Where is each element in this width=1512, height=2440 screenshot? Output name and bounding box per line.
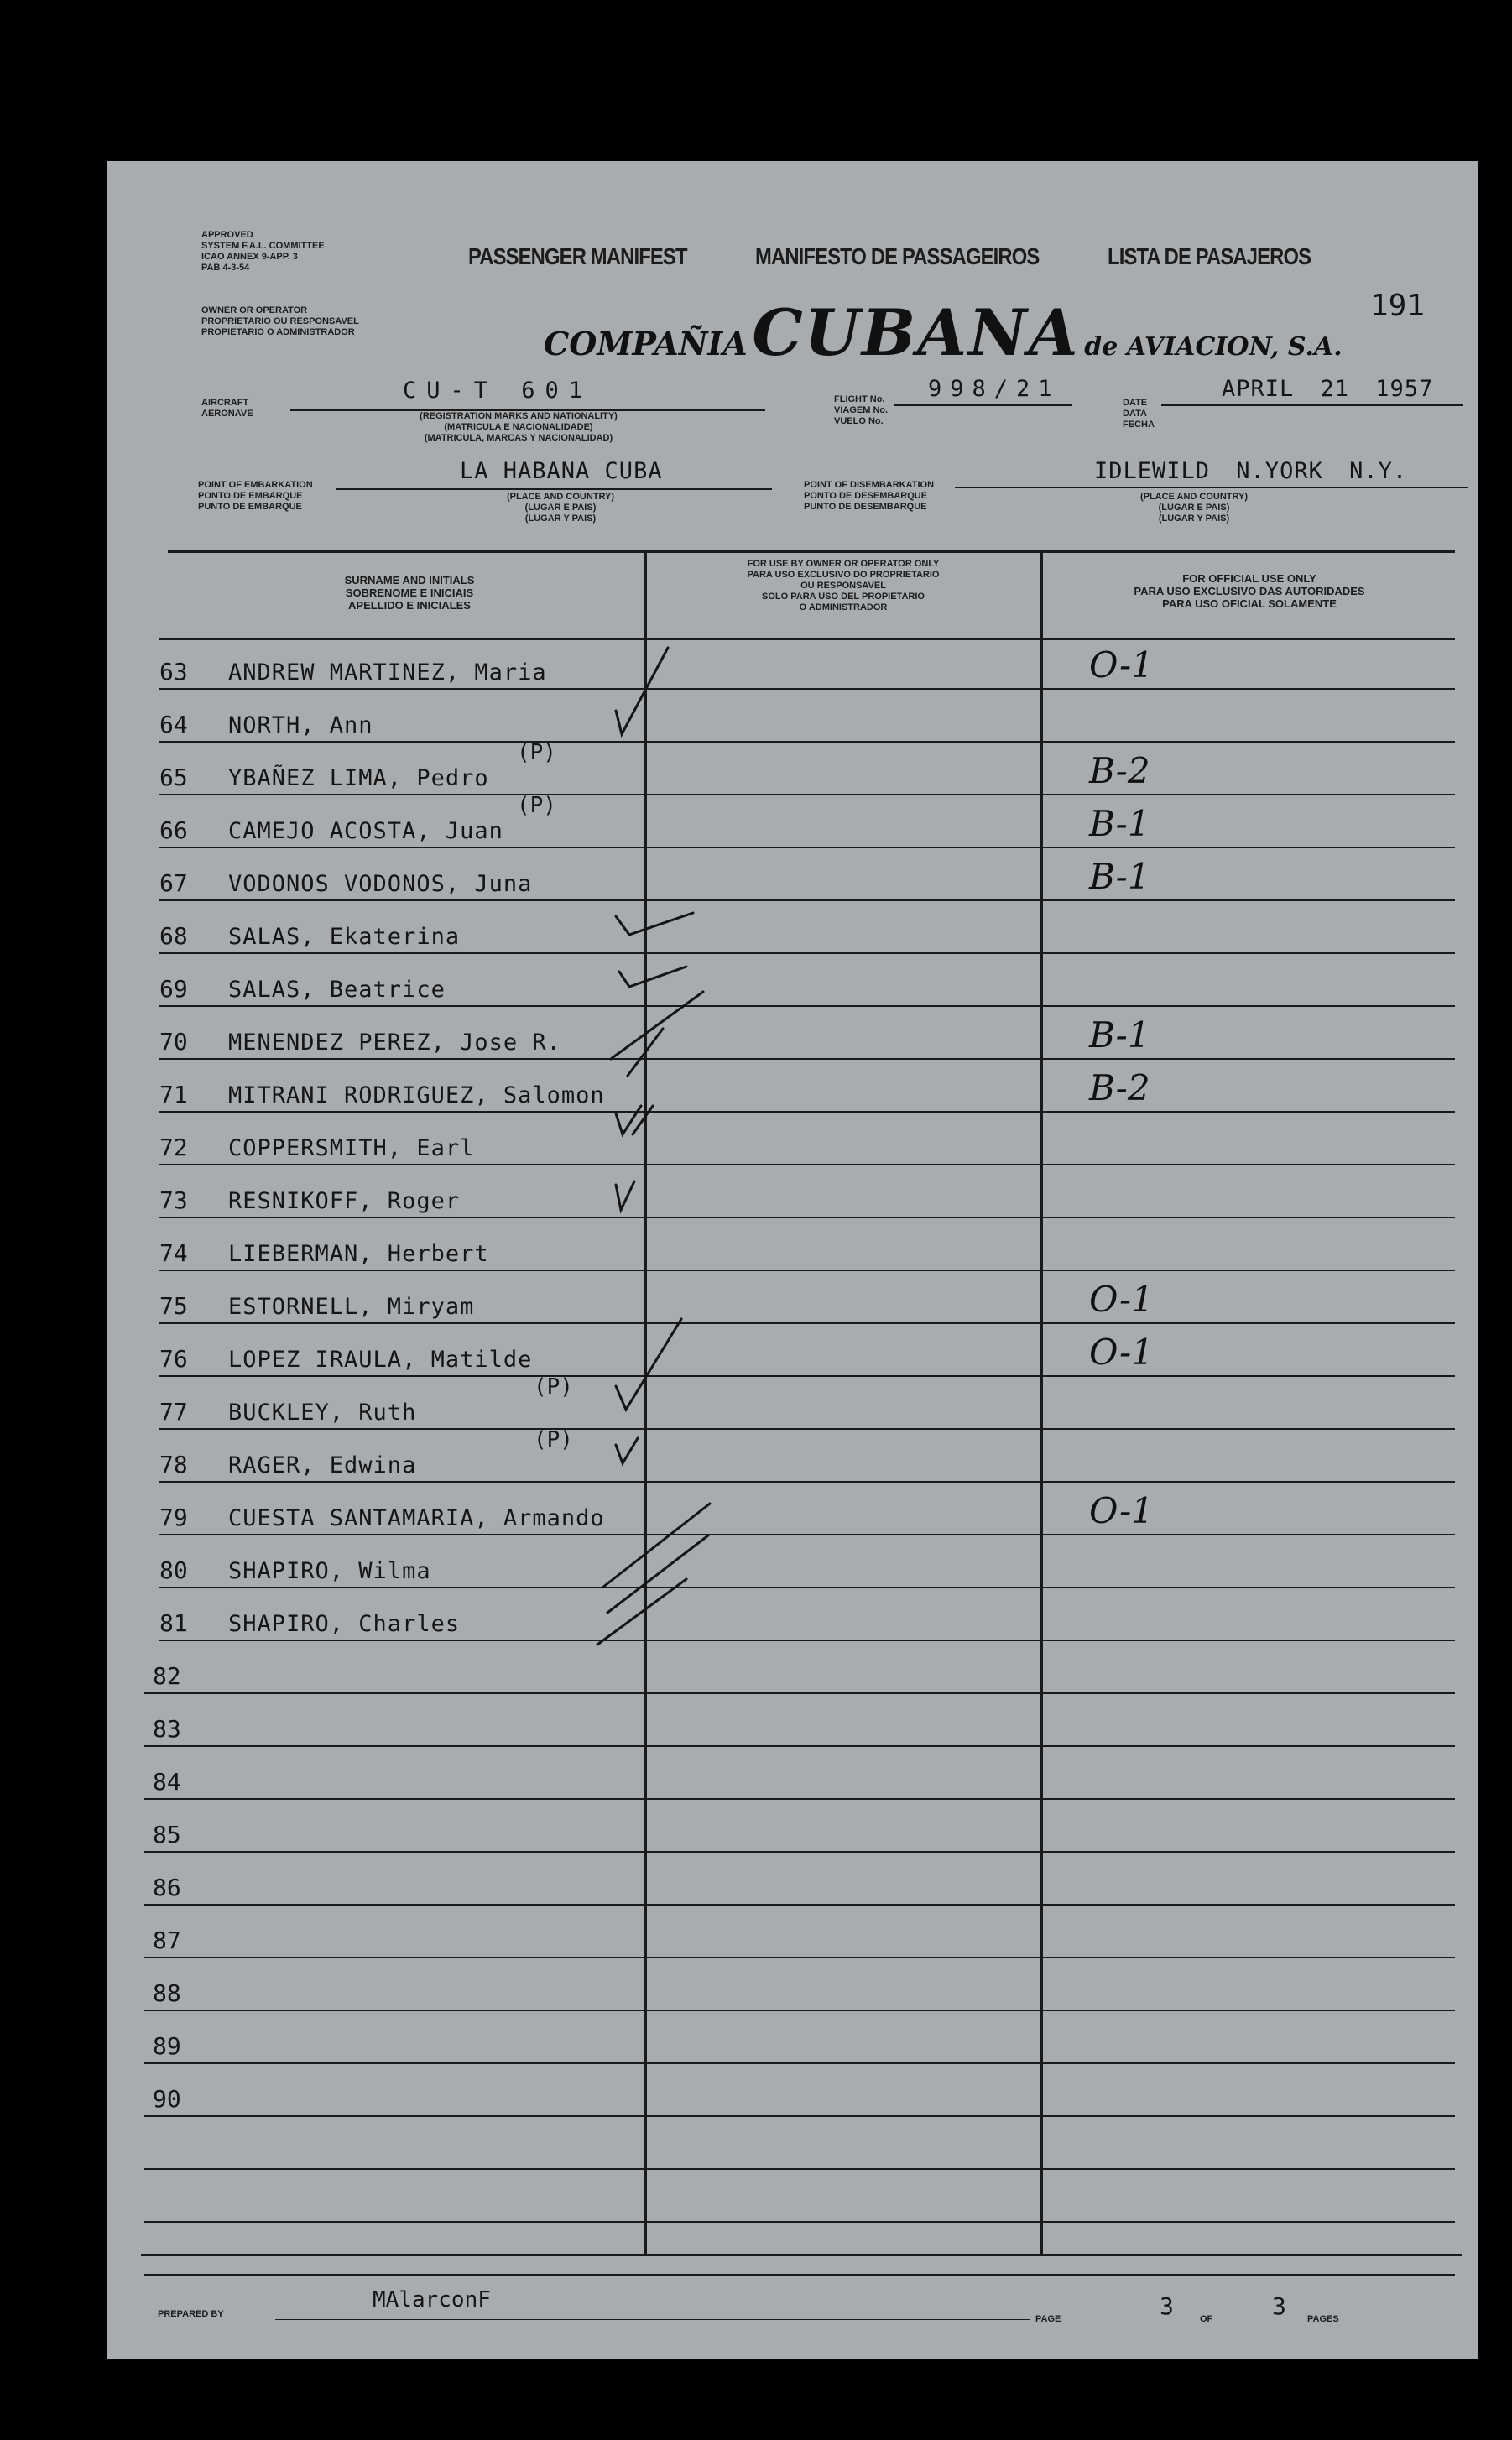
row-number: 83 [153,1715,181,1743]
passenger-name: YBAÑEZ LIMA, Pedro [228,765,489,791]
row-rule [159,899,1455,901]
passenger-name: RESNIKOFF, Roger [228,1188,461,1214]
row-rule [159,952,1455,954]
row-rule [159,1428,1455,1430]
disembarkation-sublabel-line: (LUGAR E PAIS) [1158,503,1230,513]
passport-mark: (P) [517,740,556,765]
column-header-official [1045,572,1453,610]
row-number: 69 [159,975,188,1003]
flight-label [834,394,888,427]
passport-mark: (P) [534,1427,573,1452]
passenger-name: CAMEJO ACOSTA, Juan [228,818,503,844]
column-divider-2 [1040,552,1043,2255]
aircraft-sublabel-line: (REGISTRATION MARKS AND NATIONALITY) [420,411,618,421]
row-rule [144,1957,1455,1958]
aircraft-label-line: AIRCRAFT [201,398,249,408]
flight-label-line: VUELO No. [834,416,884,426]
footer-rule [141,2254,1462,2256]
row-rule [144,2274,1455,2276]
official-code: O-1 [1089,1332,1154,1373]
date-underline [1161,404,1463,406]
column-header-official-line: PARA USO EXCLUSIVO DAS AUTORIDADES [1134,585,1365,597]
column-header-name-line: APELLIDO E INICIALES [348,599,471,612]
flight-label-line: FLIGHT No. [834,394,885,404]
airline-logo-part1: COMPAÑIA [544,325,748,362]
row-rule [144,1798,1455,1800]
embarkation-label-line: PUNTO DE EMBARQUE [198,502,302,512]
row-number: 72 [159,1134,188,1161]
official-code: B-1 [1089,803,1150,844]
official-code: B-2 [1089,1067,1150,1108]
row-rule [159,1005,1455,1007]
passenger-name: CUESTA SANTAMARIA, Armando [228,1505,605,1531]
aircraft-value: CU-T 601 [403,378,593,404]
disembarkation-label-line: PONTO DE DESEMBARQUE [804,491,928,501]
row-number: 80 [159,1556,188,1584]
row-number: 76 [159,1345,188,1373]
row-number: 64 [159,711,188,738]
embarkation-label-line: POINT OF EMBARKATION [198,480,313,490]
approval-line: PAB 4-3-54 [201,263,250,273]
passenger-name: LOPEZ IRAULA, Matilde [228,1347,533,1373]
disembarkation-sublabel [1114,492,1274,524]
embarkation-label [198,480,313,513]
column-header-owner-line: O ADMINISTRADOR [799,602,888,613]
passenger-name: ANDREW MARTINEZ, Maria [228,660,547,686]
check-mark [607,1535,708,1613]
title-spanish: LISTA DE PASAJEROS [1108,243,1311,269]
official-code: B-1 [1089,856,1150,897]
passenger-name: VODONOS VODONOS, Juna [228,871,533,897]
owner-label-line: OWNER OR OPERATOR [201,305,308,315]
embarkation-sublabel-line: (PLACE AND COUNTRY) [506,492,615,502]
passenger-name: ESTORNELL, Miryam [228,1294,475,1320]
column-header-official-line: PARA USO OFICIAL SOLAMENTE [1162,597,1337,610]
embarkation-value: LA HABANA CUBA [460,458,663,484]
aircraft-sublabel-line: (MATRICULA, MARCAS Y NACIONALIDAD) [424,433,613,443]
column-header-name [191,574,628,612]
row-number: 90 [153,2085,181,2113]
check-mark [597,1579,686,1645]
passenger-name: MITRANI RODRIGUEZ, Salomon [228,1082,605,1108]
table-header-rule [159,638,1455,640]
column-header-owner [649,559,1037,613]
disembarkation-label-line: POINT OF DISEMBARKATION [804,480,935,490]
approval-line: SYSTEM F.A.L. COMMITTEE [201,241,325,251]
row-number: 88 [153,1979,181,2007]
date-label-line: DATA [1123,409,1147,419]
row-rule [144,2168,1455,2170]
passenger-name: SHAPIRO, Charles [228,1611,461,1637]
column-header-owner-line: SOLO PARA USO DEL PROPIETARIO [762,592,925,602]
passenger-name: LIEBERMAN, Herbert [228,1241,489,1267]
official-code: O-1 [1089,1279,1154,1320]
row-rule [159,688,1455,690]
of-value: 3 [1272,2292,1286,2320]
row-number: 82 [153,1662,181,1690]
approval-line: APPROVED [201,230,253,240]
row-number: 63 [159,658,188,686]
row-rule [144,1692,1455,1694]
flight-underline [894,404,1072,406]
passenger-name: SHAPIRO, Wilma [228,1558,431,1584]
row-rule [159,1217,1455,1218]
row-number: 65 [159,764,188,791]
check-mark [602,1504,710,1588]
row-rule [159,1058,1455,1060]
official-code: B-1 [1089,1014,1150,1056]
approval-block [201,230,325,274]
disembarkation-value: IDLEWILD N.YORK N.Y. [1094,458,1408,484]
prepared-by-label: PREPARED BY [158,2309,224,2319]
row-number: 70 [159,1028,188,1056]
approval-line: ICAO ANNEX 9-APP. 3 [201,252,298,262]
row-number: 73 [159,1186,188,1214]
row-number: 67 [159,869,188,897]
aircraft-label-line: AERONAVE [201,409,253,419]
row-rule [159,1270,1455,1271]
row-rule [144,2115,1455,2117]
passenger-name: SALAS, Ekaterina [228,924,461,950]
airline-logo [544,295,1343,370]
passport-mark: (P) [517,793,556,818]
row-rule [159,1640,1455,1641]
row-rule [159,847,1455,848]
column-header-owner-line: PARA USO EXCLUSIVO DO PROPRIETARIO [747,570,940,580]
prepared-by-value: MAlarconF [373,2287,491,2312]
date-label [1123,398,1155,430]
disembarkation-sublabel-line: (LUGAR Y PAIS) [1158,514,1230,524]
row-rule [159,1111,1455,1113]
row-rule [159,1534,1455,1535]
row-number: 68 [159,922,188,950]
row-rule [144,1904,1455,1906]
row-rule [144,2221,1455,2223]
embarkation-underline [336,488,772,490]
column-header-name-line: SOBRENOME E INICIAIS [345,587,474,599]
row-rule [159,1164,1455,1165]
page-label: PAGE [1035,2314,1061,2324]
passenger-name: MENENDEZ PEREZ, Jose R. [228,1030,561,1056]
check-mark [611,992,703,1059]
title-english: PASSENGER MANIFEST [468,243,687,269]
row-number: 78 [159,1451,188,1478]
title-portuguese: MANIFESTO DE PASSAGEIROS [755,243,1040,269]
page-value: 3 [1160,2292,1174,2320]
disembarkation-underline [955,487,1468,488]
date-value: APRIL 21 1957 [1222,376,1434,402]
row-rule [159,1587,1455,1588]
row-number: 86 [153,1874,181,1901]
embarkation-sublabel-line: (LUGAR Y PAIS) [524,514,597,524]
embarkation-sublabel [485,492,636,524]
official-code: B-2 [1089,750,1150,791]
check-mark [616,648,668,734]
official-code: O-1 [1089,644,1154,686]
passenger-name: COPPERSMITH, Earl [228,1135,475,1161]
row-rule [144,2062,1455,2064]
flight-label-line: VIAGEM No. [834,405,889,415]
row-rule [159,741,1455,743]
owner-label-line: PROPRIETARIO OU RESPONSAVEL [201,316,359,326]
aircraft-sublabel-line: (MATRICULA E NACIONALIDADE) [444,422,593,432]
row-rule [144,1745,1455,1747]
column-header-official-line: FOR OFFICIAL USE ONLY [1182,572,1316,585]
column-divider-1 [644,552,647,2255]
disembarkation-label-line: PUNTO DE DESEMBARQUE [804,502,927,512]
check-mark [616,1319,681,1410]
row-number: 74 [159,1239,188,1267]
row-number: 81 [159,1609,188,1637]
row-number: 66 [159,816,188,844]
pages-label: PAGES [1307,2314,1339,2324]
row-rule [144,2010,1455,2011]
row-number: 79 [159,1504,188,1531]
date-label-line: FECHA [1123,420,1155,430]
row-rule [159,1481,1455,1483]
row-rule [144,1851,1455,1853]
embarkation-sublabel-line: (LUGAR E PAIS) [524,503,597,513]
column-header-name-line: SURNAME AND INITIALS [344,574,475,587]
aircraft-sublabel [393,411,644,444]
passport-mark: (P) [534,1374,573,1400]
row-number: 85 [153,1821,181,1848]
of-label: OF [1200,2314,1213,2324]
date-label-line: DATE [1123,398,1148,408]
passenger-name: BUCKLEY, Ruth [228,1400,417,1426]
owner-label-line: PROPIETARIO O ADMINISTRADOR [201,327,355,337]
prepared-by-underline [275,2319,1030,2320]
passenger-name: RAGER, Edwina [228,1452,417,1478]
owner-label [201,305,359,338]
row-rule [159,794,1455,795]
aircraft-label [201,398,253,420]
airline-logo-part2: CUBANA [752,295,1080,370]
row-rule [159,1322,1455,1324]
row-rule [159,1375,1455,1377]
check-mark [616,1181,634,1210]
check-mark [616,1438,638,1463]
check-mark [616,913,693,935]
flight-value: 998/21 [928,376,1061,402]
row-number: 75 [159,1292,188,1320]
manifest-sheet [107,161,1478,2359]
row-number: 71 [159,1081,188,1108]
passenger-name: NORTH, Ann [228,712,373,738]
page-number: 191 [1370,289,1426,323]
column-header-owner-line: FOR USE BY OWNER OR OPERATOR ONLY [747,559,940,569]
column-header-owner-line: OU RESPONSAVEL [800,581,886,591]
check-mark [619,967,686,987]
passenger-name: SALAS, Beatrice [228,977,446,1003]
row-number: 77 [159,1398,188,1426]
disembarkation-label [804,480,934,513]
row-number: 87 [153,1926,181,1954]
table-top-rule [168,550,1455,553]
official-code: O-1 [1089,1490,1154,1531]
row-number: 89 [153,2032,181,2060]
embarkation-label-line: PONTO DE EMBARQUE [198,491,303,501]
row-number: 84 [153,1768,181,1796]
disembarkation-sublabel-line: (PLACE AND COUNTRY) [1139,492,1249,502]
airline-logo-part3: de AVIACION, S.A. [1084,332,1343,362]
